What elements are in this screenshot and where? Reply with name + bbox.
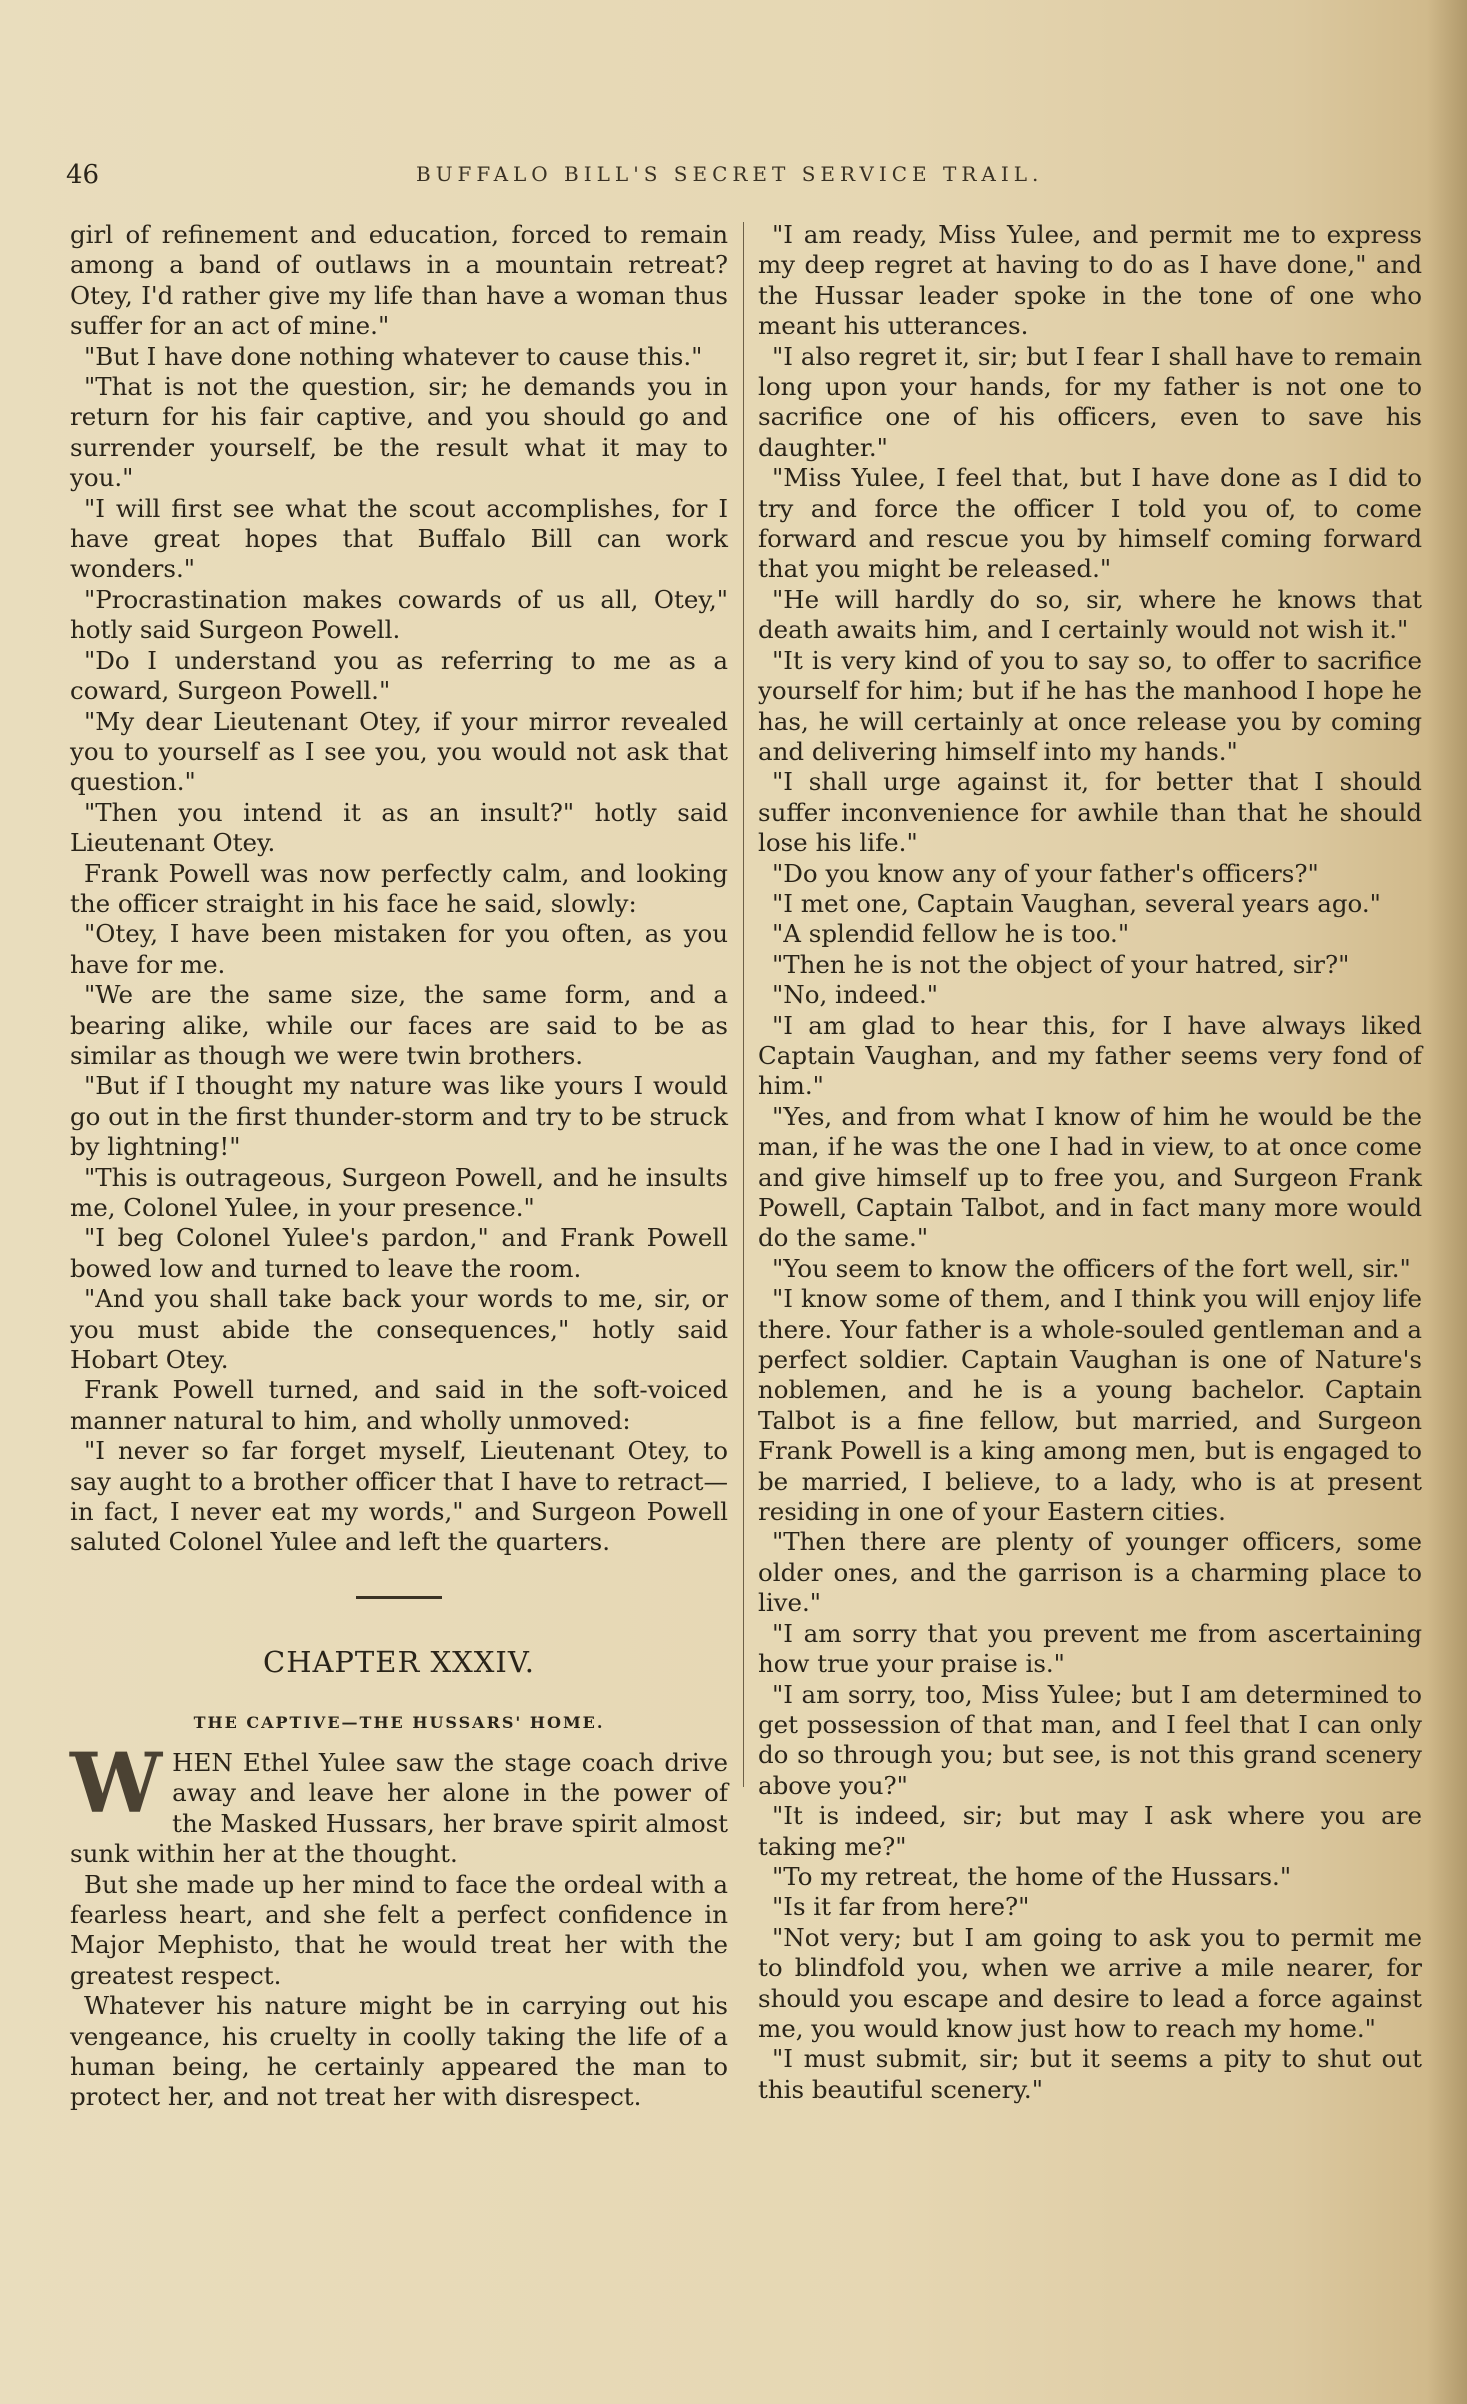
paragraph: "A splendid fellow he is too." [772, 919, 1130, 949]
paragraph: "Yes, and from what I know of him he would be the man, if he was the one I had in view, to at once come and give himself up to free you, and Surgeon Frank Powell, Captain Talbot, and in fact many more would do the same." [758, 1101, 1422, 1253]
paragraph: Frank Powell turned, and said in the soft-voiced manner natural to him, and wholly unmoved: [70, 1375, 728, 1435]
section-divider [356, 1596, 442, 1599]
paragraph: "I know some of them, and I think you will enjoy life there. Your father is a whole-souled gentleman and a perfect soldier. Captain Vaughan is one of Nature's noblemen, and he is a young bachelor. Captain Talbot is a fine fellow, but married, and Surgeon Frank Powell is a king among men, but is engaged to be married, I believe, to a lady, who is at present residing in one of your Eastern cities. [758, 1284, 1422, 1527]
paragraph: "Do I understand you as referring to me as a coward, Surgeon Powell." [70, 645, 728, 706]
paragraph: "I am sorry, too, Miss Yulee; but I am determined to get possession of that man, and I feel that I can only do so through you; but see, is not this grand scenery above you?" [758, 1679, 1422, 1800]
paragraph: Frank Powell was now perfectly calm, and looking the officer straight in his face he said, slowly: [70, 858, 728, 918]
paragraph: "Not very; but I am going to ask you to permit me to blindfold you, when we arrive a mile nearer, for should you escape and desire to lead a force against me, you would know just how to reach my home." [758, 1922, 1422, 2043]
page-header [66, 160, 1426, 190]
paragraph: "But if I thought my nature was like yours I would go out in the first thunder-storm and try to be struck by lightning!" [70, 1071, 728, 1162]
paragraph: "Then there are plenty of younger officers, some older ones, and the garrison is a charming place to live." [758, 1527, 1422, 1618]
paragraph: "I never so far forget myself, Lieutenant Otey, to say aught to a brother officer that I have to retract—in fact, I never eat my words," and Surgeon Powell saluted Colonel Yulee and left the quarters. [70, 1436, 728, 1557]
chapter-opening-paragraph [70, 1735, 728, 1870]
paragraph: "And you shall take back your words to me, sir, or you must abide the consequences," hotly said Hobart Otey. [70, 1284, 728, 1375]
paragraph: "To my retreat, the home of the Hussars." [772, 1861, 1292, 1891]
paragraph: "I am ready, Miss Yulee, and permit me to express my deep regret at having to do as I have done," and the Hussar leader spoke in the tone of one who meant his utterances. [758, 220, 1422, 341]
paragraph: "My dear Lieutenant Otey, if your mirror revealed you to yourself as I see you, you would not ask that question." [70, 706, 728, 797]
paragraph: "I shall urge against it, for better that I should suffer inconvenience for awhile than that he should lose his life." [758, 767, 1422, 858]
paragraph: "I met one, Captain Vaughan, several years ago." [772, 888, 1381, 918]
paragraph: "Miss Yulee, I feel that, but I have done as I did to try and force the officer I told you of, to come forward and rescue you by himself coming forward that you might be released." [758, 463, 1422, 584]
column-rule [743, 222, 744, 1787]
paragraph: "Then you intend it as an insult?" hotly said Lieutenant Otey. [70, 797, 728, 858]
paragraph: "That is not the question, sir; he demands you in return for his fair captive, and you should go and surrender yourself, be the result what it may to you." [70, 372, 728, 493]
opening-text: HEN Ethel Yulee saw the stage coach drive away and leave her alone in the power of the Masked Hussars, her brave spirit almost sunk within her at the thought. [70, 1747, 728, 1869]
left-column [70, 220, 728, 2113]
paragraph: "I beg Colonel Yulee's pardon," and Frank Powell bowed low and turned to leave the room. [70, 1223, 728, 1283]
paragraph: "You seem to know the officers of the fort well, sir." [772, 1253, 1411, 1283]
paragraph: "This is outrageous, Surgeon Powell, and he insults me, Colonel Yulee, in your presence." [70, 1162, 728, 1222]
paragraph: "Then he is not the object of your hatred, sir?" [772, 949, 1350, 979]
paragraph: "It is indeed, sir; but may I ask where you are taking me?" [758, 1801, 1422, 1861]
paragraph: "I also regret it, sir; but I fear I shall have to remain long upon your hands, for my father is not one to sacrifice one of his officers, even to save his daughter." [758, 341, 1422, 462]
paragraph: "I am glad to hear this, for I have always liked Captain Vaughan, and my father seems very fond of him." [758, 1010, 1422, 1101]
page-edge-shadow [1427, 0, 1467, 2404]
paragraph: "It is very kind of you to say so, to offer to sacrifice yourself for him; but if he has the manhood I hope he has, he will certainly at once release you by coming and delivering himself into my hands." [758, 645, 1422, 766]
paragraph: "I am sorry that you prevent me from ascertaining how true your praise is." [758, 1618, 1422, 1679]
paragraph: "No, indeed." [772, 980, 939, 1010]
drop-cap: W [70, 1735, 163, 1832]
right-column [758, 220, 1422, 2105]
paragraph: "He will hardly do so, sir, where he knows that death awaits him, and I certainly would not wish it." [758, 584, 1422, 645]
page-number: 46 [66, 160, 100, 190]
paragraph: But she made up her mind to face the ordeal with a fearless heart, and she felt a perfect confidence in Major Mephisto, that he would treat her with the greatest respect. [70, 1869, 728, 1990]
paragraph: "Otey, I have been mistaken for you often, as you have for me. [70, 919, 728, 979]
paragraph: "Procrastination makes cowards of us all, Otey," hotly said Surgeon Powell. [70, 584, 728, 645]
paragraph: "I will first see what the scout accomplishes, for I have great hopes that Buffalo Bill can work wonders." [70, 493, 728, 584]
paragraph: Whatever his nature might be in carrying out his vengeance, his cruelty in coolly taking the life of a human being, he certainly appeared the man to protect her, and not treat her with disrespect. [70, 1991, 728, 2112]
chapter-subtitle: THE CAPTIVE—THE HUSSARS' HOME. [193, 1712, 605, 1732]
paragraph: "We are the same size, the same form, and a bearing alike, while our faces are said to be as similar as though we were twin brothers. [70, 980, 728, 1070]
paragraph: "I must submit, sir; but it seems a pity to shut out this beautiful scenery." [758, 2044, 1422, 2104]
paragraph: "Do you know any of your father's officers?" [772, 858, 1319, 888]
chapter-title: CHAPTER XXXIV. [263, 1644, 535, 1679]
paragraph: girl of refinement and education, forced to remain among a band of outlaws in a mountain retreat? Otey, I'd rather give my life than have a woman thus suffer for an act of mine." [70, 220, 728, 341]
paragraph: "But I have done nothing whatever to cause this." [84, 341, 703, 371]
running-title: BUFFALO BILL'S SECRET SERVICE TRAIL. [416, 162, 1044, 186]
paragraph: "Is it far from here?" [772, 1892, 1030, 1922]
